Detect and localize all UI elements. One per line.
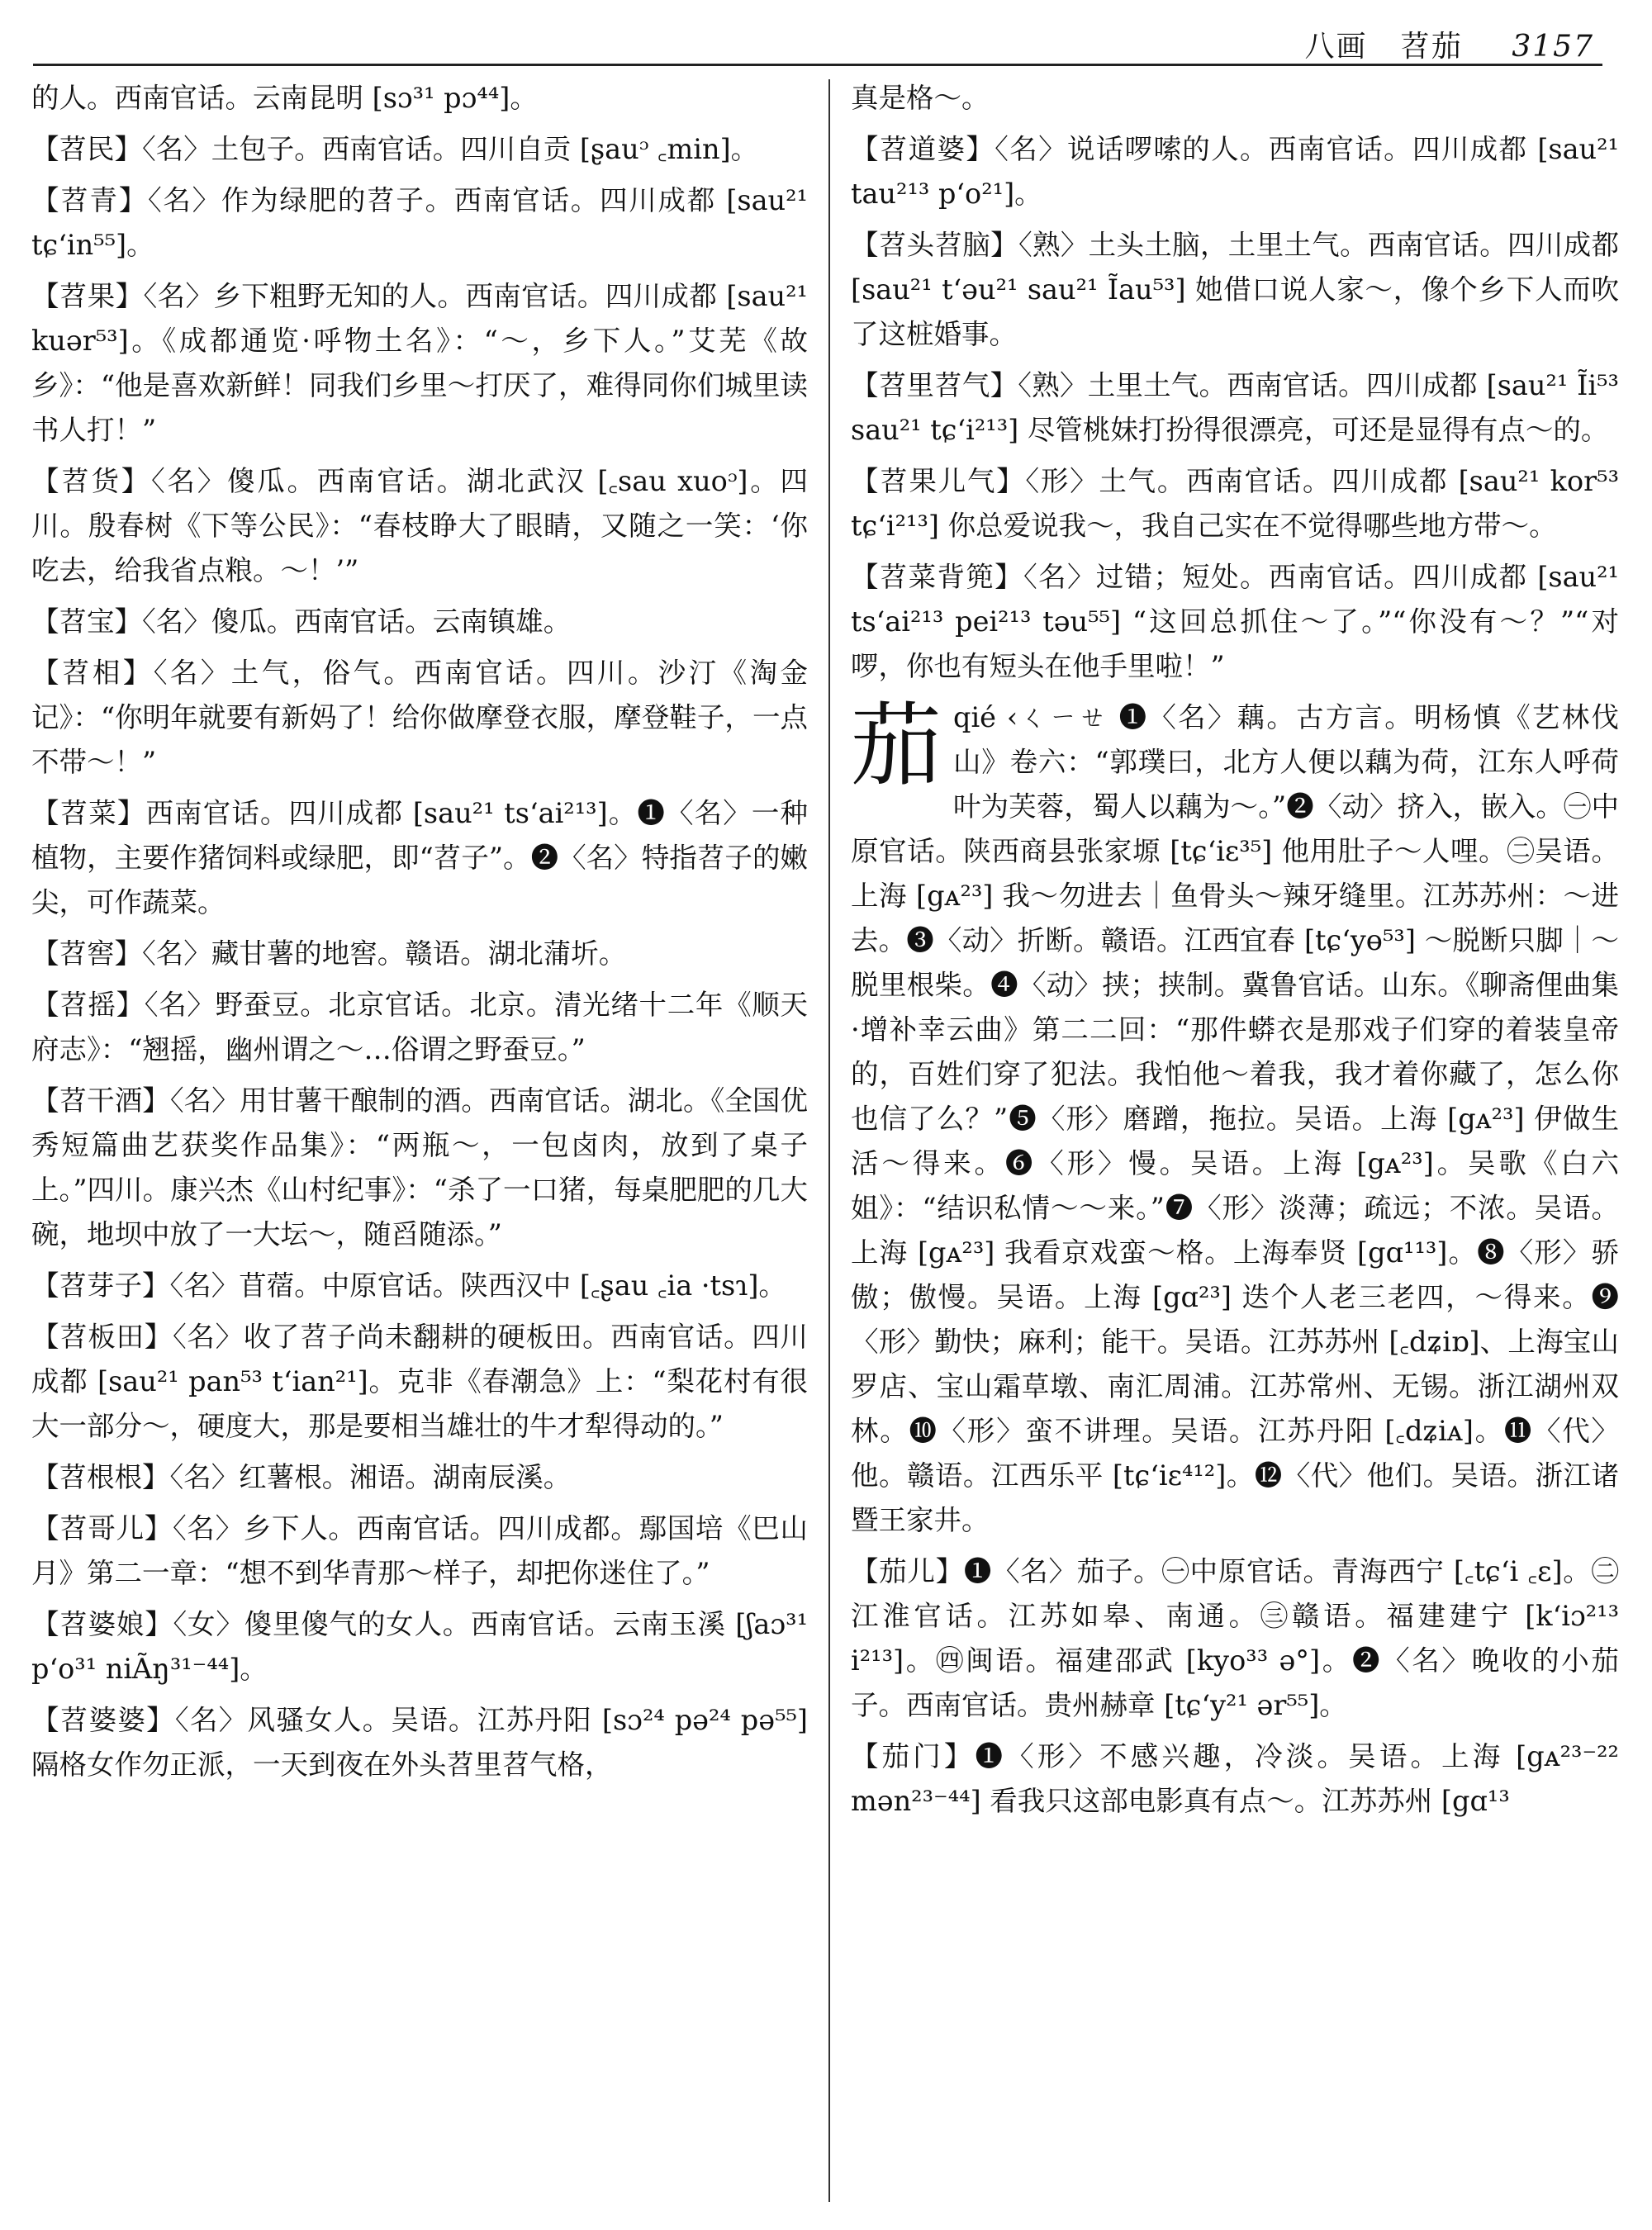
headword-char: 茄 <box>851 693 942 799</box>
entry: 【苕哥儿】〈名〉乡下人。西南官话。四川成都。鄢国培《巴山月》第二一章：“想不到华青那～样子，却把你迷住了。” <box>31 1512 808 1589</box>
entry: 【苕板田】〈名〉收了苕子尚未翻耕的硬板田。西南官话。四川成都 [sau²¹ pan⁵³ tʻian²¹]。克非《春潮急》上：“梨花村有很大一部分～，硬度大，那是要相当雄壮的牛才犁得动的。” <box>31 1321 808 1442</box>
entry: 【茄门】❶〈形〉不感兴趣，冷淡。吴语。上海 [gᴀ²³⁻²² mən²³⁻⁴⁴] 看我只这部电影真有点～。江苏苏州 [gɑ¹³ <box>851 1740 1619 1817</box>
entry: 【茄儿】❶〈名〉茄子。㊀中原官话。青海西宁 [꜀tɕʻi ꜀ɛ]。㊁江淮官话。江苏如皋、南通。㊂赣语。福建建宁 [kʻiɔ²¹³ i²¹³]。㊃闽语。福建邵武 [kyo³³ ə°]。❷〈名〉晚收的小茄子。西南官话。贵州赫章 [tɕʻy²¹ ər⁵⁵]。 <box>851 1555 1619 1721</box>
entry: 【苕窖】〈名〉藏甘薯的地窖。赣语。湖北蒲圻。 <box>31 937 627 970</box>
section-label: 八画 <box>1304 30 1368 64</box>
page-header <box>33 18 1602 66</box>
entry: 【苕道婆】〈名〉说话啰嗦的人。西南官话。四川成都 [sau²¹ tau²¹³ pʻo²¹]。 <box>851 133 1619 210</box>
headword-entry-qie <box>851 695 1619 1543</box>
entry: 【苕芽子】〈名〉苜蓿。中原官话。陕西汉中 [꜀ʂau ꜀ia ·tsɿ]。 <box>31 1269 786 1302</box>
entry: 【苕根根】〈名〉红薯根。湘语。湖南辰溪。 <box>31 1461 572 1493</box>
entry: 【苕相】〈名〉土气，俗气。西南官话。四川。沙汀《淘金记》：“你明年就要有新妈了！给你做摩登衣服，摩登鞋子，一点不带～！” <box>31 657 808 778</box>
entry: 【苕干酒】〈名〉用甘薯干酿制的酒。西南官话。湖北。《全国优秀短篇曲艺获奖作品集》：“两瓶～，一包卤肉，放到了桌子上。”四川。康兴杰《山村纪事》：“杀了一口猪，每桌肥肥的几大碗，地坝中放了一大坛～，随舀随添。” <box>31 1084 808 1250</box>
entry: 【苕菜背篼】〈名〉过错；短处。西南官话。四川成都 [sau²¹ tsʻai²¹³ pei²¹³ təu⁵⁵] “这回总抓住～了。”“你没有～？”“对啰，你也有短头在他手里啦！” <box>851 561 1619 682</box>
entry: 【苕果】〈名〉乡下粗野无知的人。西南官话。四川成都 [sau²¹ kuər⁵³]。《成都通览·呼物土名》：“～，乡下人。”艾芜《故乡》：“他是喜欢新鲜！同我们乡里～打厌了，难得同你们城里读书人打！” <box>31 280 808 446</box>
head-chars: 苕茄 <box>1399 30 1463 64</box>
entry: 真是格～。 <box>851 82 990 114</box>
entry: 的人。西南官话。云南昆明 [sɔ³¹ pɔ⁴⁴]。 <box>31 82 538 114</box>
left-column <box>31 76 808 2203</box>
entry: 【苕货】〈名〉傻瓜。西南官话。湖北武汉 [꜀sau xuoᵓ]。四川。殷春树《下等公民》：“春枝睁大了眼睛，又随之一笑：‘你吃去，给我省点粮。～！’” <box>31 465 808 586</box>
entry: 【苕果儿气】〈形〉土气。西南官话。四川成都 [sau²¹ kor⁵³ tɕʻi²¹³] 你总爱说我～，我自己实在不觉得哪些地方带～。 <box>851 465 1619 542</box>
entry: 【苕青】〈名〉作为绿肥的苕子。西南官话。四川成都 [sau²¹ tɕʻin⁵⁵]。 <box>31 184 808 261</box>
running-head <box>1304 23 1594 65</box>
entry: 【苕菜】西南官话。四川成都 [sau²¹ tsʻai²¹³]。❶〈名〉一种植物，主要作猪饲料或绿肥，即“苕子”。❷〈名〉特指苕子的嫩尖，可作蔬菜。 <box>31 797 808 918</box>
headword-definition: qié ‹ㄑㄧㄝ ❶〈名〉藕。古方言。明杨慎《艺林伐山》卷六：“郭璞曰，北方人便以藕为荷，江东人呼荷叶为芙蓉，蜀人以藕为～。”❷〈动〉挤入，嵌入。㊀中原官话。陕西商县张家塬 [tɕʻiɛ³⁵] 他用肚子～人哩。㊁吴语。上海 [gᴀ²³] 我～勿进去｜鱼骨头～辣牙缝里。江苏苏州：～进去。❸〈动〉折断。赣语。江西宜春 [tɕʻyɵ⁵³] ～脱断只脚｜～脱里根柴。❹〈动〉挟；挟制。冀鲁官话。山东。《聊斋俚曲集·增补幸云曲》第二二回：“那件蟒衣是那戏子们穿的着装皇帝的，百姓们穿了犯法。我怕他～着我，我才着你藏了，怎么你也信了么？”❺〈形〉磨蹭，拖拉。吴语。上海 [gᴀ²³] 伊做生活～得来。❻〈形〉慢。吴语。上海 [gᴀ²³]。吴歌《白六姐》：“结识私情～～来。”❼〈形〉淡薄；疏远；不浓。吴语。上海 [gᴀ²³] 我看京戏蛮～格。上海奉贤 [gɑ¹¹³]。❽〈形〉骄傲；傲慢。吴语。上海 [gɑ²³] 迭个人老三老四，～得来。❾〈形〉勤快；麻利；能干。吴语。江苏苏州 [꜀dʑiɒ]、上海宝山罗店、宝山霜草墩、南汇周浦。江苏常州、无锡。浙江湖州双林。❿〈形〉蛮不讲理。吴语。江苏丹阳 [꜀dʑiᴀ]。⓫〈代〉他。赣语。江西乐平 [tɕʻiɛ⁴¹²]。⓬〈代〉他们。吴语。浙江诸暨王家井。 <box>851 701 1619 1536</box>
right-column <box>851 76 1619 2203</box>
page-number: 3157 <box>1512 30 1594 64</box>
column-divider <box>828 79 830 2202</box>
entry: 【苕民】〈名〉土包子。西南官话。四川自贡 [ʂauᵓ ꜀min]。 <box>31 133 759 165</box>
entry: 【苕头苕脑】〈熟〉土头土脑，土里土气。西南官话。四川成都 [sau²¹ tʻəu²¹ sau²¹ Ĩau⁵³] 她借口说人家～，像个乡下人而吹了这桩婚事。 <box>851 229 1619 350</box>
entry: 【苕摇】〈名〉野蚕豆。北京官话。北京。清光绪十二年《顺天府志》：“翘摇，幽州谓之～…俗谓之野蚕豆。” <box>31 989 808 1065</box>
entry: 【苕里苕气】〈熟〉土里土气。西南官话。四川成都 [sau²¹ Ĩi⁵³ sau²¹ tɕʻi²¹³] 尽管桃妹打扮得很漂亮，可还是显得有点～的。 <box>851 369 1619 446</box>
entry: 【苕宝】〈名〉傻瓜。西南官话。云南镇雄。 <box>31 605 572 638</box>
entry: 【苕婆娘】〈女〉傻里傻气的女人。西南官话。云南玉溪 [ʃaɔ³¹ pʻo³¹ niÃŋ³¹⁻⁴⁴]。 <box>31 1608 808 1685</box>
entry: 【苕婆婆】〈名〉风骚女人。吴语。江苏丹阳 [sɔ²⁴ pə²⁴ pə⁵⁵] 隔格女作勿正派，一天到夜在外头苕里苕气格， <box>31 1704 808 1781</box>
